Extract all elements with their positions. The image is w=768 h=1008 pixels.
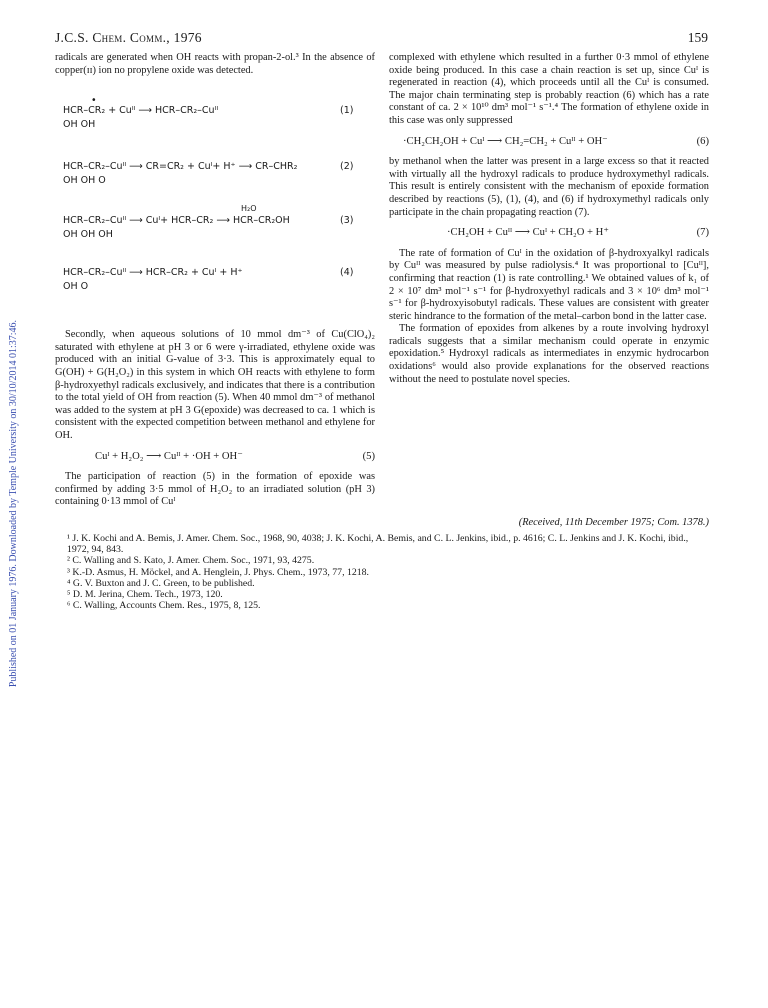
page-number: 159: [687, 30, 708, 45]
equation-7-text: ·CH₂OH + Cuᴵᴵ ⟶ Cuᴵ + CH₂O + H⁺: [447, 227, 609, 239]
reaction-4-substituents: OH O: [63, 281, 89, 293]
left-paragraph-2: Secondly, when aqueous solutions of 10 mmol dm⁻³ of Cu(ClO₄)₂ saturated with ethylene at pH 3 or 6 were γ-irradiated, ethylene oxide was produced with an initial G-value of 3·3. This is approximately equal to G(OH) + G(H₂O₂) in this system in which OH reacts with ethylene to form β-hydroxyethyl radicals exclusively, and indicates that there is a contribution to the total yield of OH from reaction (5). When 40 mmol dm⁻³ of methanol was added to the system at pH 3 G(epoxide) was decreased to ca. 1 which is consistent with the expected competition between methanol and ethylene for OH.: [55, 329, 375, 441]
reaction-3-number: (3): [340, 215, 354, 227]
equation-6-text: ·CH₂CH₂OH + Cuᴵ ⟶ CH₂=CH₂ + Cuᴵᴵ + OH⁻: [403, 135, 608, 147]
reference-4: ⁴ G. V. Buxton and J. C. Green, to be published.: [67, 577, 255, 589]
equation-7: [389, 227, 709, 240]
equation-5-number: (5): [362, 450, 375, 462]
received-line: (Received, 11th December 1975; Com. 1378.): [518, 517, 709, 528]
reaction-4-number: (4): [340, 267, 354, 279]
download-watermark-text: Published on 01 January 1976. Downloaded by Temple University on 30/10/2014 01:37:46.: [7, 320, 19, 688]
right-paragraph-2: by methanol when the latter was present in a large excess so that it reacted with virtually all the hydroxyl radicals to produce hydroxymethyl radicals. This result is entirely consistent with the mechanism of epoxide formation described by reactions (5), (1), (4), and (6) if hydroxymethyl radicals only participate in the chain propagating reaction (7).: [389, 156, 709, 218]
reference-2: ² C. Walling and S. Kato, J. Amer. Chem. Soc., 1971, 93, 4275.: [67, 555, 315, 567]
equation-5: [55, 451, 375, 464]
reaction-4: HCR–CR₂–Cuᴵᴵ ⟶ HCR–CR₂ + Cuᴵ + H⁺: [63, 267, 243, 279]
reference-5: ⁵ D. M. Jerina, Chem. Tech., 1973, 120.: [67, 589, 223, 601]
equation-6-number: (6): [696, 135, 709, 147]
left-paragraph-3: The participation of reaction (5) in the formation of epoxide was confirmed by adding 3·5 mmol of H₂O₂ to an irradiated solution (pH 3) containing 0·13 mmol of Cuᴵ: [55, 471, 375, 508]
reaction-2-substituents: OH OH O: [63, 175, 106, 187]
reaction-1: HCR–CR₂ + Cuᴵᴵ ⟶ HCR–CR₂–Cuᴵᴵ: [63, 105, 219, 117]
download-watermark: [6, 0, 20, 1008]
left-column: [55, 52, 375, 509]
reaction-3-reagent: H₂O: [241, 204, 257, 214]
radical-dot: •: [91, 95, 97, 107]
right-paragraph-4: The formation of epoxides from alkenes by a route involving hydroxyl radicals suggests that a similar mechanism could operate in enzymic epoxidation.⁵ Hydroxyl radicals as intermediates in enzymic hydrocarbon oxidations⁶ would also provide explanations for the observed reactions without the need to postulate novel species.: [389, 323, 709, 385]
equation-5-text: Cuᴵ + H₂O₂ ⟶ Cuᴵᴵ + ·OH + OH⁻: [95, 450, 243, 462]
right-paragraph-3: The rate of formation of Cuᴵ in the oxidation of β-hydroxyalkyl radicals by Cuᴵᴵ was measured by pulse radiolysis.⁴ It was proportional to [Cuᴵᴵ], confirming that reaction (1) is rate controlling.¹ We obtained values of k₁ of 2 × 10⁷ dm³ mol⁻¹ s⁻¹ for β-hydroxyethyl radicals and 3 × 10⁶ dm³ mol⁻¹ s⁻¹ for β-hydroxyisobutyl radicals. These values are consistent with greater steric hindrance to the formation of the metal–carbon bond in the latter case.: [389, 247, 709, 322]
left-paragraph-1: radicals are generated when OH reacts with propan-2-ol.³ In the absence of copper(ɪɪ) ion no propylene oxide was detected.: [55, 52, 375, 76]
page-header: [55, 30, 708, 46]
reaction-scheme: [55, 91, 375, 319]
reaction-2: HCR–CR₂–Cuᴵᴵ ⟶ CR=CR₂ + Cuᴵ+ H⁺ ⟶ CR–CHR₂: [63, 161, 298, 173]
reaction-1-number: (1): [340, 105, 354, 117]
right-paragraph-1: complexed with ethylene which resulted in a further 0·3 mmol of ethylene oxide being produced. In this case a chain reaction is set up, since Cuᴵ is regenerated in reaction (4), which proceeds until all the Cuᴵ is consumed. The major chain terminating step is probably reaction (6) which has a rate constant of ca. 2 × 10¹⁰ dm³ mol⁻¹ s⁻¹.⁴ The formation of ethylene oxide in this case was only suppressed: [389, 52, 709, 126]
reaction-3: HCR–CR₂–Cuᴵᴵ ⟶ Cuᴵ+ HCR–CR₂ ⟶ HCR–CR₂OH: [63, 215, 290, 227]
reaction-2-number: (2): [340, 161, 354, 173]
reference-6: ⁶ C. Walling, Accounts Chem. Res., 1975, 8, 125.: [67, 600, 261, 612]
journal-title: J.C.S. Chem. Comm., 1976: [55, 30, 202, 45]
reference-1: ¹ J. K. Kochi and A. Bemis, J. Amer. Chem. Soc., 1968, 90, 4038; J. K. Kochi, A. Bemis, and C. L. Jenkins, ibid., p. 4616; C. L. Jenkins and J. K. Kochi, ibid., 1972, 94, 843.: [67, 533, 689, 556]
right-column: [389, 52, 709, 386]
equation-6: [389, 136, 709, 149]
reaction-3-substituents: OH OH OH: [63, 229, 113, 241]
reaction-1-substituents: OH OH: [63, 119, 96, 131]
equation-7-number: (7): [696, 227, 709, 239]
references: [55, 533, 710, 611]
reference-3: ³ K.-D. Asmus, H. Möckel, and A. Henglein, J. Phys. Chem., 1973, 77, 1218.: [67, 566, 370, 578]
